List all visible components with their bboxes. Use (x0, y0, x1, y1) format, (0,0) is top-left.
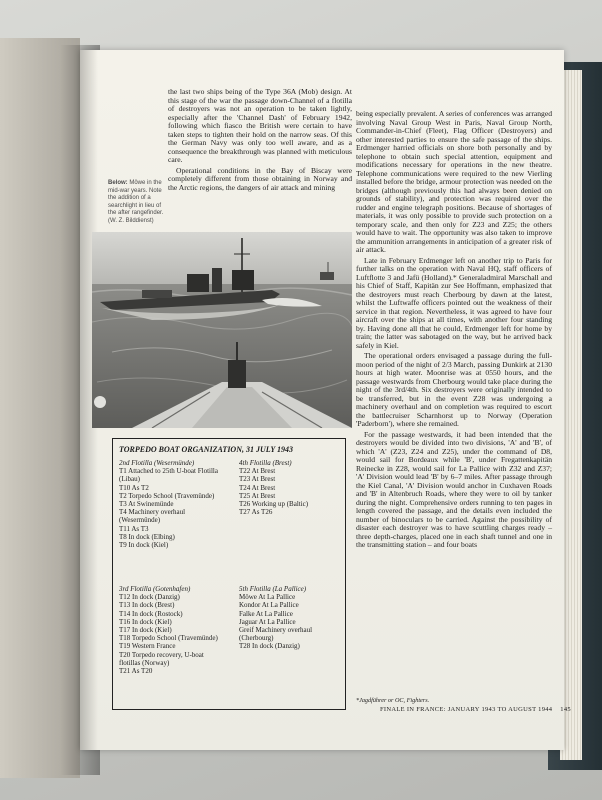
right-column (356, 110, 552, 552)
running-head: FINALE IN FRANCE: JANUARY 1943 TO AUGUST 1944 (380, 706, 553, 713)
photo-caption (108, 180, 170, 225)
middle-paragraph: Operational conditions in the Bay of Biscay were completely different from those obtaining in Norway and the Arctic regions, the dangers of air attack and mining (168, 165, 352, 192)
boat-entry: T11 As T3 (119, 524, 149, 533)
boat-entry: T14 In dock (Rostock) (119, 609, 183, 618)
boat-entry: Kondor At La Pallice (239, 601, 299, 610)
torpedo-boat-organization-table (112, 438, 346, 710)
right-paragraph: For the passage westwards, it had been intended that the destroyers would be divided into two divisions, 'A' and 'B', of which 'A' (Z23, Z24 and Z25), under the command of D8, would sail for Bordeaux while 'B', under Fregattenkapitän Reinecke in Z28, would sail for La Pallice with Z32 and Z37; 'A' Division would lead 'B' by 6–7 miles. After passage through the Kiel Canal, 'A' Division would anchor in Cuxhaven Roads and 'B' in Altenbruch Roads, where they were to oil by tanker during the night. Comprehensive orders running to ten pages in length covered the passage, and the details even included the number of binoculars to be carried. Against the possibility of disaster each destroyer was to have scuttling charges ready – three depth-charges, placed one in each shaft tunnel and one in the transmitting station – and four boats (356, 429, 552, 549)
boat-entry: T13 In dock (Brest) (119, 601, 175, 610)
footnote: *Jagdführer or OC, Fighters. (356, 697, 430, 704)
left-bottom-list (119, 585, 237, 675)
boat-entry: T3 At Swinemünde (119, 500, 174, 509)
boat-entry: T28 In dock (Danzig) (239, 642, 300, 651)
flotilla-heading: 3rd Flotilla (Gotenhafen) (119, 585, 191, 593)
boat-entry: T18 Torpedo School (Travemünde) (119, 634, 218, 643)
boat-entry: Falke At La Pallice (239, 609, 293, 618)
boat-entry: T12 In dock (Danzig) (119, 593, 180, 602)
boat-entry: T23 At Brest (239, 475, 276, 484)
boat-entry: T26 Working up (Baltic) (239, 500, 309, 509)
caption-lead: Below: (108, 180, 128, 186)
flotilla-heading: 2nd Flotilla (Wesermünde) (119, 459, 195, 467)
right-top-list (239, 459, 343, 516)
table-title: TORPEDO BOAT ORGANIZATION, 31 JULY 1943 (119, 445, 293, 454)
boat-entry: T19 Western France (119, 642, 176, 651)
boat-entry: T17 In dock (Kiel) (119, 626, 172, 635)
flotilla-heading: 5th Flotilla (La Pallice) (239, 585, 307, 593)
middle-column (168, 88, 352, 194)
boat-entry: T10 As T2 (119, 483, 149, 492)
boat-entry: Jaguar At La Pallice (239, 617, 296, 626)
right-paragraph: The operational orders envisaged a passage during the full-moon period of the night of 2/3 March, passing Dunkirk at 2130 hours at high water. Moonrise was at 0550 hours, and the passage westwards from Cherbourg would take place during the night of the 3rd/4th. Six destroyers were originally intended to be transferred, but in the event Z28 was undergoing a machinery overhaul and on completion was required to escort the battlecruiser Scharnhorst up to Norway (Operation 'Paderborn'), where she remained. (356, 351, 552, 428)
boat-entry: (Libau) (119, 475, 140, 484)
boat-entry: T20 Torpedo recovery, U-boat (119, 650, 204, 659)
boat-entry: T25 At Brest (239, 491, 276, 500)
boat-entry: T22 At Brest (239, 467, 276, 476)
right-bottom-list (239, 585, 343, 651)
boat-entry: T4 Machinery overhaul (119, 508, 186, 517)
flotilla-heading: 4th Flotilla (Brest) (239, 459, 292, 467)
right-paragraph: Late in February Erdmenger left on another trip to Paris for further talks on the operation with Naval HQ, staff officers of Luftflotte 3 and Jafü (Holland).* Generaladmiral Marschall and his Chief of Staff, Kapitän zur See Hoffmann, emphasized that the destroyers must reach Cherbourg by dawn at the latest, whilst the Luftwaffe officers pointed out the weakness of their service in that region. Nevertheless, it was agreed to have four aircraft over the ships at all times, with another four standing by. Having done all that he could, Erdmenger left for home by train; the latter was sabotaged on the way, but he arrived back safely in Kiel. (356, 255, 552, 350)
right-paragraph: being especially prevalent. A series of conferences was arranged involving Naval Group West in Paris, Naval Group North, Commander-in-Chief (Fleet), Flag Officer (Destroyers) and other interested parties to ensure the safe passage of the ships. Erdmenger harried officials on shore both personally and by telephone to obtain such special attention, equipment and modifications necessary for operations in the new theatre. Telephone communications were required to the new Vierling installed before the bridge, armour protection was needed on the bridges (although previously this had always been denied on grounds of stability), and protection was required over the rudder and engine telegraph positions. Because of shortages of materials, it was only possible to provide such protection on a temporary scale, and then only for Z23 and Z25; the others would have to wait. The opportunity was also taken to improve the ammunition arrangements in anticipation of a greater risk of air attack. (356, 109, 552, 254)
boat-entry: T21 As T20 (119, 667, 153, 676)
boat-entry: T9 In dock (Kiel) (119, 541, 169, 550)
boat-entry: T16 In dock (Kiel) (119, 617, 172, 626)
caption-text: Möwe in the mid-war years. Note the addition of a searchlight in lieu of the after rangefinder. (W. Z. Bilddienst) (108, 180, 164, 224)
boat-entry: T24 At Brest (239, 483, 276, 492)
warship-photo (92, 232, 352, 428)
boat-entry: (Cherbourg) (239, 634, 274, 643)
boat-entry: T2 Torpedo School (Travemünde) (119, 491, 215, 500)
boat-entry: T27 As T26 (239, 508, 273, 517)
left-top-list (119, 459, 237, 549)
middle-paragraph: the last two ships being of the Type 36A (Mob) design. At this stage of the war the passage down-Channel of a flotilla of destroyers was not an operation to be taken lightly, especially after the 'Channel Dash' of February 1942, following which fiasco the British were certain to have taken steps to tighten their hold on the narrow seas. Of this the German Navy was only too well aware, and as a consequence the breakthrough was planned with meticulous care. (168, 87, 352, 164)
page-number: 145 (560, 706, 571, 713)
boat-entry: T8 In dock (Elbing) (119, 532, 175, 541)
photo-illustration (92, 232, 352, 428)
running-footer (380, 706, 571, 713)
boat-entry: flotillas (Norway) (119, 658, 170, 667)
boat-entry: Möwe At La Pallice (239, 593, 296, 602)
boat-entry: Greif Machinery overhaul (239, 626, 313, 635)
boat-entry: (Wesermünde) (119, 516, 161, 525)
boat-entry: T1 Attached to 25th U-boat Flotilla (119, 467, 218, 476)
